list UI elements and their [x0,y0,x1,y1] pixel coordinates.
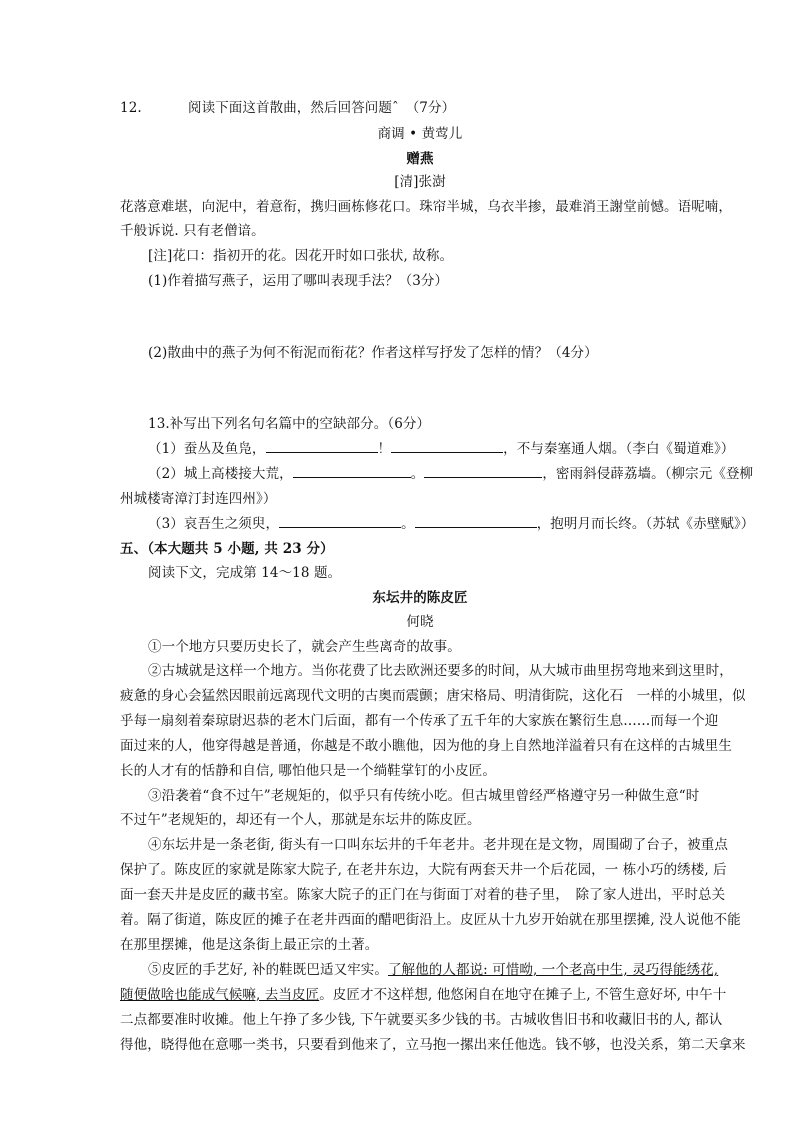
q12-poem-line-2: 千般诉说. 只有老僧谙。 [120,223,265,239]
q13-item-3-text-b: 。 [401,516,415,532]
q12-poem-title: 赠燕 [406,151,434,167]
paragraph-5-underlined-a: 了解他的人都说: 可惜呦, 一个老高中生, 灵巧得能绣花, [387,962,719,978]
paragraph-2-line-3: 乎每一扇刻着秦琼尉迟恭的老木门后面，都有一个传承了五千年的大家族在繁衍生息……而每一个迎 [120,713,719,729]
paragraph-3-line-2: 不过午”老规矩的，却还有一个人，那就是东坛井的陈皮匠。 [120,812,481,828]
q13-item-2-continued: 州城楼寄漳汀封连四州》） [120,491,277,507]
q12-poem-line-1: 花落意难堪，向泥中，着意衔，携归画栋修花口。珠帘半城，乌衣半掺，最难消王謝堂前憾。语呢喃， [120,199,732,215]
q13-item-3-text-c: ，抱明月而长终。（苏轼《赤壁赋》） [536,516,755,532]
q12-number: 12. [120,100,142,116]
q13-item-1-blank-2[interactable] [391,440,503,453]
q13-item-3-blank-2[interactable] [415,515,537,528]
paragraph-4-line-3: 面一套天井是皮匠的藏书室。陈家大院子的正门在与街面丁对着的巷子里， 除了家人进出，平时总关 [120,887,726,903]
paragraph-4-line-2: 保护了。陈皮匠的家就是陈家大院子, 在老井东边，大院有两套天井一个后花园，一 栋小巧的绣楼, 后 [120,862,727,878]
q13-item-3-text-a: （3）哀吾生之须臾， [148,516,280,532]
q13-item-2 [148,462,754,482]
paragraph-1: ①一个地方只要历史长了，就会产生些离奇的故事。 [148,639,461,655]
q13-item-2-blank-2[interactable] [424,465,542,478]
q13-item-1 [148,437,735,457]
paragraph-4-line-4: 着。隔了街道，陈皮匠的摊子在老井西面的醋吧街沿上。皮匠从十九岁开始就在那里摆摊, 没人说他不能 [120,912,741,928]
article-title: 东坛井的陈皮匠 [372,590,468,606]
q13-item-3-blank-1[interactable] [279,515,401,528]
q12-subquestion-2: (2)散曲中的燕子为何不衔泥而衔花？作者这样写抒发了怎样的情？（4分） [148,345,598,361]
q12-stem-line [120,96,720,116]
q13-item-1-blank-1[interactable] [266,440,378,453]
q12-poem-author: [清]张澍 [394,174,446,190]
q13-item-2-text-b: 。 [410,466,425,482]
paragraph-5-line-4: 得他，晓得他在意哪一类书，只要看到他来了，立马抱一摞出来任他选。钱不够，也没关系，第二天拿来 [120,1037,746,1053]
q13-item-3 [148,512,755,532]
paragraph-2-line-4: 面过来的人，他穿得越是普通，你越是不敢小瞧他，因为他的身上自然地洋溢着只有在这样的古城里生 [120,738,732,754]
q12-tune: 商调 • 黄莺儿 [377,126,463,142]
q13-item-1-text-a: （1）蚕丛及鱼凫， [148,441,266,457]
paragraph-2-line-5: 长的人才有的恬静和自信, 哪怕他只是一个绱鞋掌钉的小皮匠。 [120,763,496,779]
q13-item-2-text-c: ，密雨斜侵薜荔墙。（柳宗元《登柳 [542,466,754,482]
q13-item-2-text-a: （2）城上高楼接大荒， [148,466,293,482]
paragraph-4-line-1: ④东坛井是一条老街, 街头有一口叫东坛井的千年老井。老井现在是文物，周围砌了台子，被重点 [148,837,728,853]
paragraph-4-line-5: 在那里摆摊，他是这条街上最正宗的土著。 [120,937,379,953]
q12-note: [注]花口：指初开的花。因花开时如口张状, 故称。 [148,248,454,264]
paragraph-5-text-a: ⑤皮匠的手艺好, 补的鞋既巴适又牢实。 [148,962,388,978]
paragraph-5-underlined-b: 随便做啥也能成气候嘛, 去当皮匠 [120,987,320,1003]
paragraph-2-line-2: 疲惫的身心会猛然因眼前远离现代文明的古奥而震颤；唐宋格局、明清街院，这化石 一样的小城里，似 [120,688,746,704]
q13-item-1-text-b: ！ [377,441,392,457]
section-5-heading: 五、（本大题共 5 小题, 共 23 分） [120,541,334,557]
paragraph-5-line-2 [120,983,727,1003]
paragraph-5-text-b: 。皮匠才不这样想, 他悠闲自在地守在摊子上, 不管生意好坏, 中午十 [319,987,727,1003]
article-author: 何晓 [406,614,434,630]
paragraph-5-line-1 [148,958,720,978]
paragraph-5-line-3: 二点都要准时收摊。他上午挣了多少钱, 下午就要买多少钱的书。古城收售旧书和收藏旧书的人, 都认 [120,1012,723,1028]
q12-subquestion-1: (1)作着描写燕子，运用了哪叫表现手法？（3分） [148,273,449,289]
q12-stem: 阅读下面这首散曲，然后回答问题ˆ （7分） [188,100,456,116]
paragraph-2-line-1: ②古城就是这样一个地方。当你花费了比去欧洲还要多的时间，从大城市曲里拐弯地来到这里时， [148,663,733,679]
q13-item-2-blank-1[interactable] [293,465,411,478]
q13-title: 13.补写出下列名句名篇中的空缺部分。（6分） [148,416,431,432]
paragraph-3-line-1: ③沿袭着“食不过午”老规矩的，似乎只有传统小吃。但古城里曾经严格遵守另一种做生意“时 [148,788,700,804]
q13-item-1-text-c: ，不与秦塞通人烟。（李白《蜀道难》） [503,441,735,457]
section-5-instruction: 阅读下文，完成第 14～18 题。 [148,565,342,581]
